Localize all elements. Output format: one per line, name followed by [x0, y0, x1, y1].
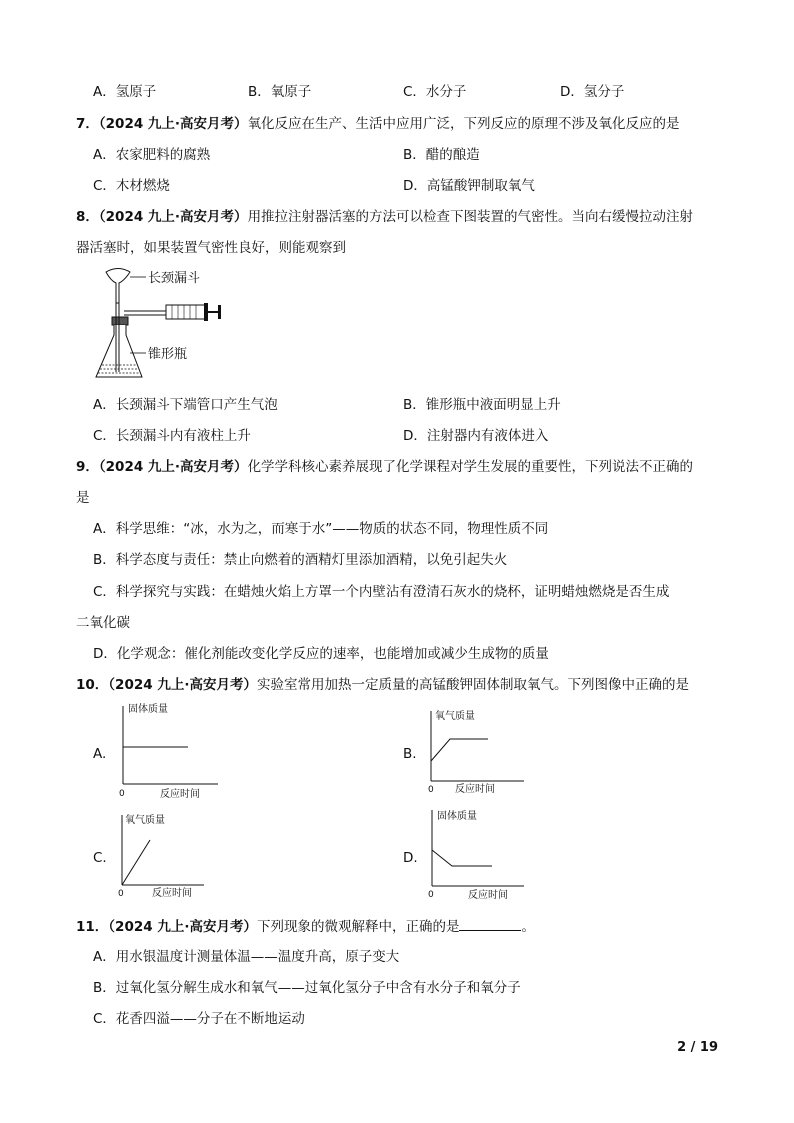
graph-d-letter: D. [403, 850, 418, 866]
q8-option-d: D．注射器内有液体进入 [403, 428, 549, 444]
q8-option-c: C．长颈漏斗内有液柱上升 [93, 428, 251, 444]
graph-d-xlabel: 反应时间 [468, 890, 508, 901]
q7-stem [76, 115, 680, 133]
q10-text: 实验室常用加热一定质量的高锰酸钾固体制取氧气。下列图像中正确的是 [256, 677, 689, 693]
graph-a [114, 700, 224, 800]
q8-number: 8． [76, 209, 99, 225]
q9-stem-line2: 是 [76, 490, 90, 506]
q9-option-b: B．科学态度与责任：禁止向燃着的酒精灯里添加酒精，以免引起失火 [93, 552, 508, 568]
q10-number: 10． [76, 677, 109, 693]
label-flask: 锥形瓶 [148, 347, 188, 362]
graph-c-curve [122, 840, 150, 885]
graph-b [424, 706, 534, 796]
q7-option-a: A．农家肥料的腐熟 [93, 147, 211, 163]
q11-option-b: B．过氧化氢分解生成水和氧气——过氧化氢分子中含有水分子和氧分子 [93, 980, 521, 996]
q10-source: （2024 九上·高安月考） [108, 677, 257, 693]
q7-source: （2024 九上·高安月考） [98, 116, 248, 132]
q6-option-a: A．氢原子 [93, 84, 157, 100]
q9-option-c: C．科学探究与实践：在蜡烛火焰上方罩一个内壁沾有澄清石灰水的烧杯，证明蜡烛燃烧是否生成 [93, 584, 670, 600]
q9-option-c-cont: 二氧化碳 [76, 615, 130, 631]
graph-d-ylabel: 固体质量 [437, 811, 477, 822]
q8-option-b: B．锥形瓶中液面明显上升 [403, 397, 561, 413]
q8-stem-line1 [76, 208, 693, 226]
q8-apparatus-figure [92, 265, 242, 387]
q9-option-a: A．科学思维：“冰，水为之，而寒于水”——物质的状态不同，物理性质不同 [93, 521, 549, 537]
graph-b-letter: B. [403, 746, 417, 762]
q11-stem [76, 917, 535, 936]
graph-b-curve [431, 739, 488, 761]
graph-c [114, 810, 214, 900]
q6-option-c: C．水分子 [403, 84, 467, 100]
q9-source: （2024 九上·高安月考） [98, 459, 248, 475]
q11-number: 11． [76, 919, 109, 935]
q6-option-d: D．氢分子 [560, 84, 625, 100]
graph-b-ylabel: 氧气质量 [435, 711, 475, 722]
graph-a-origin: 0 [119, 789, 125, 799]
q11-source: （2024 九上·高安月考） [108, 919, 257, 935]
q7-text: 氧化反应在生产、生活中应用广泛，下列反应的原理不涉及氧化反应的是 [247, 116, 680, 132]
q7-number: 7． [76, 116, 99, 132]
graph-d-curve [432, 850, 492, 866]
page-number: 2 / 19 [677, 1040, 718, 1055]
graph-c-ylabel: 氧气质量 [125, 815, 165, 826]
q11-option-c: C．花香四溢——分子在不断地运动 [93, 1011, 305, 1027]
graph-d [424, 806, 534, 902]
q8-option-a: A．长颈漏斗下端管口产生气泡 [93, 397, 278, 413]
q9-option-d: D．化学观念：催化剂能改变化学反应的速率，也能增加或减少生成物的质量 [93, 646, 549, 662]
q9-text-1: 化学学科核心素养展现了化学课程对学生发展的重要性，下列说法不正确的 [247, 459, 694, 475]
graph-a-letter: A. [93, 746, 107, 762]
q11-tail: 。 [521, 919, 535, 935]
q7-option-d: D．高锰酸钾制取氧气 [403, 178, 535, 194]
q9-number: 9． [76, 459, 99, 475]
q10-stem [76, 676, 689, 694]
graph-c-origin: 0 [118, 889, 124, 899]
q7-option-c: C．木材燃烧 [93, 178, 170, 194]
graph-b-origin: 0 [428, 785, 434, 795]
q11-option-a: A．用水银温度计测量体温——温度升高，原子变大 [93, 949, 400, 965]
q6-option-b: B．氧原子 [248, 84, 312, 100]
label-funnel: 长颈漏斗 [148, 271, 201, 286]
q8-source: （2024 九上·高安月考） [98, 209, 248, 225]
q11-answer-blank[interactable] [459, 917, 521, 931]
q11-text: 下列现象的微观解释中，正确的是 [256, 919, 460, 935]
graph-c-letter: C. [93, 850, 107, 866]
q8-stem-line2: 器活塞时，如果装置气密性良好，则能观察到 [76, 240, 346, 256]
q9-stem-line1 [76, 458, 693, 476]
q8-text-1: 用推拉注射器活塞的方法可以检查下图装置的气密性。当向右缓慢拉动注射 [247, 209, 694, 225]
q7-option-b: B．醋的酿造 [403, 147, 480, 163]
graph-b-xlabel: 反应时间 [455, 784, 495, 795]
graph-d-origin: 0 [428, 890, 434, 900]
graph-a-xlabel: 反应时间 [160, 789, 200, 800]
graph-a-ylabel: 固体质量 [128, 704, 168, 715]
graph-c-xlabel: 反应时间 [152, 888, 192, 899]
